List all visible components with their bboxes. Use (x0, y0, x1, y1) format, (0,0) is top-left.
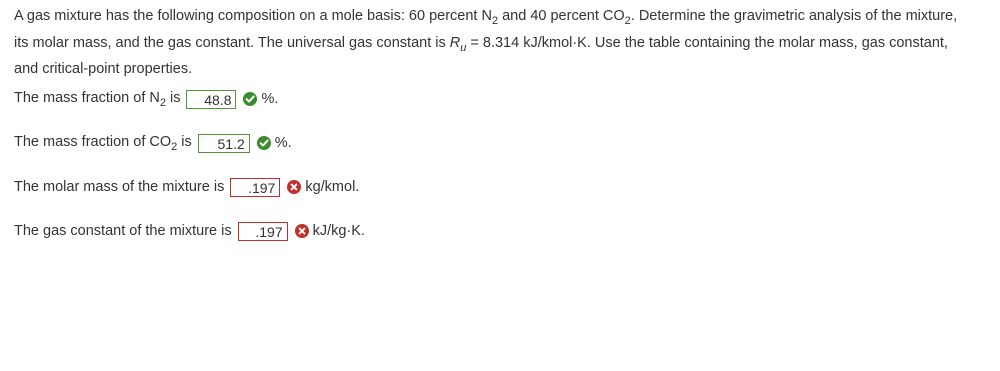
question-label: The mass fraction of $N_2$ is (14, 89, 181, 109)
ru-subscript: u (460, 41, 467, 54)
unit-label: %. (274, 135, 292, 151)
answer-field[interactable]: .197 (238, 222, 288, 241)
problem-text-3: . Determine the gravimetric analysis of the mixture, its molar mass, and the gas constant. The universal gas constant is (14, 8, 958, 51)
ru-symbol: R (449, 34, 461, 51)
problem-statement (14, 6, 974, 81)
question-label: The gas constant of the mixture is (14, 223, 232, 239)
answer-field[interactable]: 48.8 (186, 90, 236, 109)
check-icon (243, 92, 257, 106)
problem-text-4: = 8.314 kJ/kmol·K. Use the table containing the molar mass, gas constant, and critical-point properties. (14, 34, 948, 77)
question-row-n2-mass-fraction (14, 88, 278, 110)
cross-icon (287, 180, 301, 194)
unit-label: kJ/kg·K. (312, 223, 365, 239)
unit-label: %. (261, 91, 279, 107)
answer-field[interactable]: .197 (230, 178, 280, 197)
unit-label: kg/kmol. (305, 179, 360, 195)
question-row-co2-mass-fraction (14, 132, 292, 154)
answer-field[interactable]: 51.2 (198, 134, 250, 153)
question-label: The molar mass of the mixture is (14, 179, 225, 195)
question-label: The mass fraction of $CO_2$ is (14, 133, 192, 153)
subscript: 2 (624, 15, 631, 27)
question-row-gas-constant (14, 220, 365, 242)
subscript: 2 (491, 15, 499, 27)
cross-icon (295, 224, 309, 238)
question-row-molar-mass (14, 176, 359, 198)
check-icon (257, 136, 271, 150)
problem-text-1: A gas mixture has the following composition on a mole basis: 60 percent N (14, 8, 492, 24)
problem-text-2: and 40 percent CO (498, 8, 625, 24)
